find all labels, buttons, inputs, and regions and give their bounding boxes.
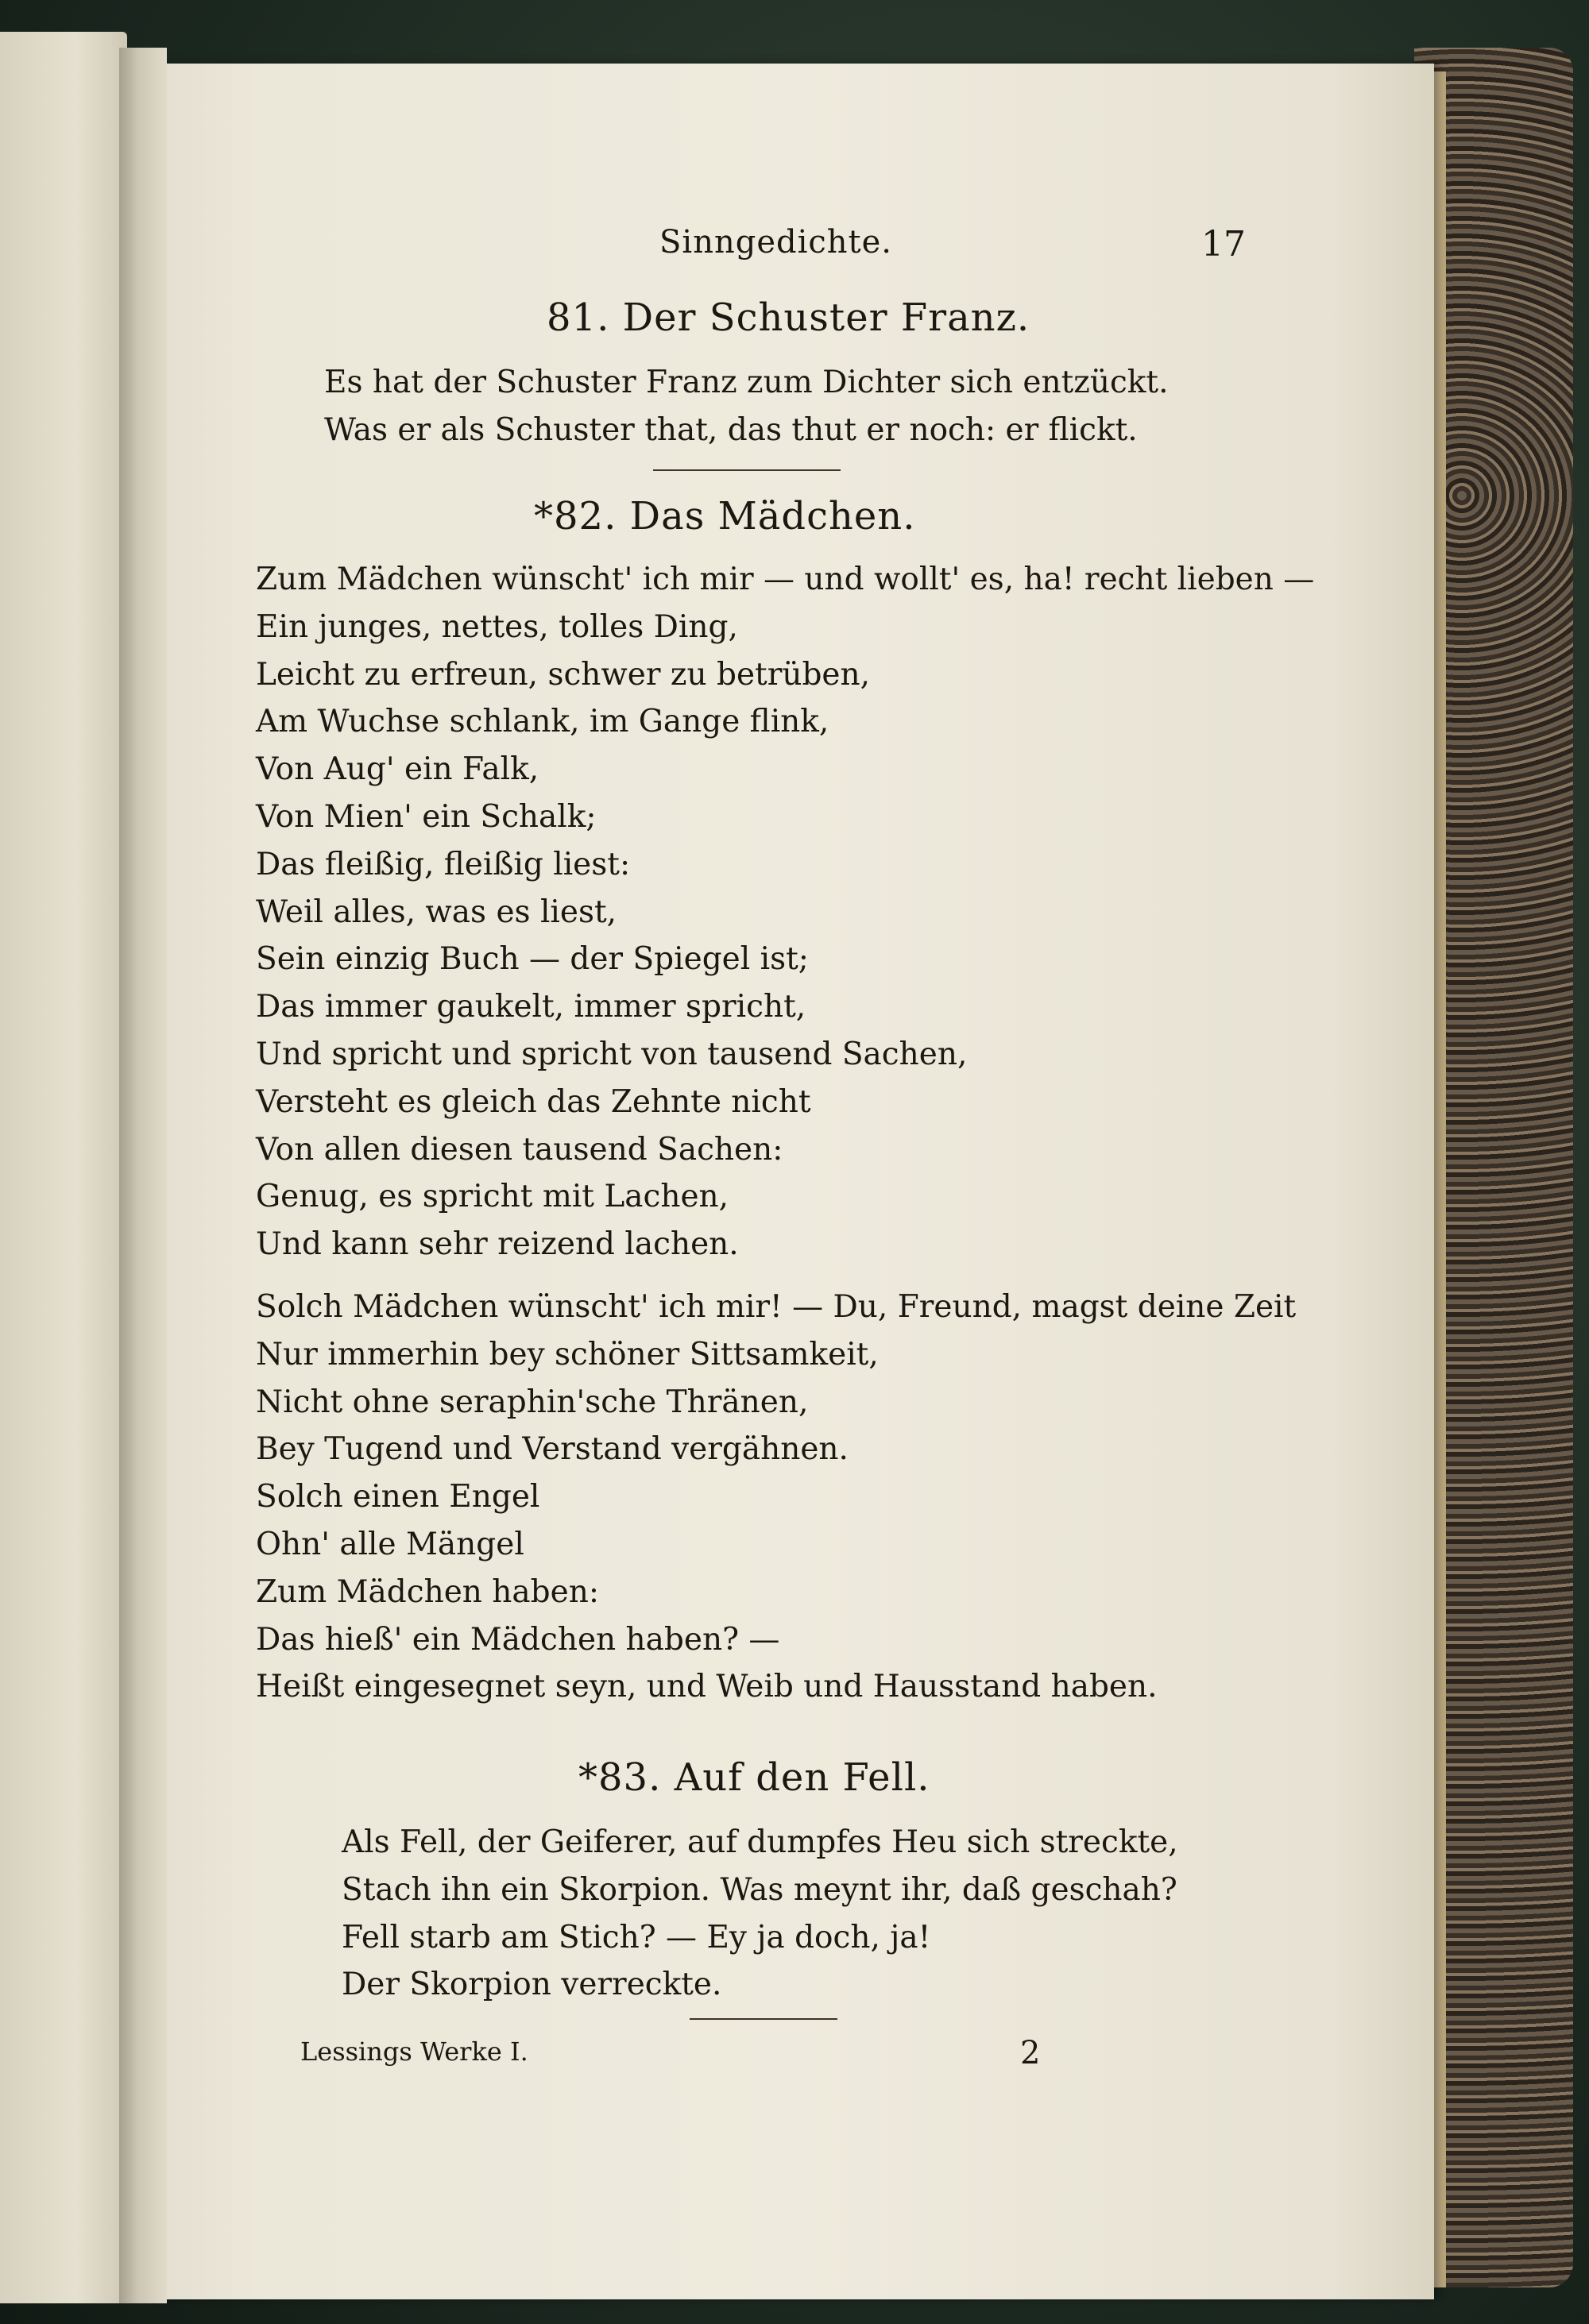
verse-line: Stach ihn ein Skorpion. Was meynt ihr, daß geschah? <box>342 1871 1177 1908</box>
poem-title: *82. Das Mädchen. <box>534 494 916 539</box>
verse-line: Zum Mädchen wünscht' ich mir — und wollt' es, ha! recht lieben — <box>256 562 1315 597</box>
verse-line: Ein junges, nettes, tolles Ding, <box>256 608 738 645</box>
verse-line: Nur immerhin bey schöner Sittsamkeit, <box>256 1336 879 1372</box>
verse-line: Ohn' alle Mängel <box>256 1526 524 1562</box>
verse-line: Fell starb am Stich? — Ey ja doch, ja! <box>342 1919 931 1955</box>
poem-body <box>342 1819 1178 2009</box>
verse-line: Leicht zu erfreun, schwer zu betrüben, <box>256 656 871 693</box>
page-gutter <box>119 48 167 2303</box>
verse-line: Von allen diesen tausend Sachen: <box>256 1131 783 1168</box>
verse-line: Das immer gaukelt, immer spricht, <box>256 989 806 1025</box>
verse-line: Sein einzig Buch — der Spiegel ist; <box>256 941 809 978</box>
verse-line: Zum Mädchen haben: <box>256 1573 599 1610</box>
poem-title: 81. Der Schuster Franz. <box>547 295 1030 340</box>
verse-line: Das hieß' ein Mädchen haben? — <box>256 1621 780 1658</box>
verse-line: Heißt eingesegnet seyn, und Weib und Hausstand haben. <box>256 1669 1158 1705</box>
verse-line: Es hat der Schuster Franz zum Dichter sich entzückt. <box>324 365 1169 400</box>
verse-line: Genug, es spricht mit Lachen, <box>256 1179 729 1215</box>
verse-line: Und spricht und spricht von tausend Sachen, <box>256 1036 968 1072</box>
running-head: Sinngedichte. <box>659 224 893 261</box>
poem-stanza <box>256 556 1314 1268</box>
verse-line: Das fleißig, fleißig liest: <box>256 846 631 882</box>
footer-title: Lessings Werke I. <box>300 2036 528 2067</box>
poem-title: *83. Auf den Fell. <box>578 1755 930 1800</box>
left-page-edge <box>0 32 127 2303</box>
verse-line: Solch einen Engel <box>256 1479 540 1515</box>
verse-line: Am Wuchse schlank, im Gange flink, <box>256 704 829 740</box>
verse-line: Von Aug' ein Falk, <box>256 751 539 788</box>
verse-line: Und kann sehr reizend lachen. <box>256 1226 739 1263</box>
verse-line: Als Fell, der Geiferer, auf dumpfes Heu sich streckte, <box>342 1824 1178 1860</box>
page-number: 17 <box>1201 224 1246 264</box>
verse-line: Was er als Schuster that, das thut er noch: er flickt. <box>324 411 1138 448</box>
poem-stanza <box>256 1284 1296 1711</box>
verse-line: Der Skorpion verreckte. <box>342 1967 722 2003</box>
verse-line: Von Mien' ein Schalk; <box>256 798 597 835</box>
verse-line: Nicht ohne seraphin'sche Thränen, <box>256 1384 809 1420</box>
verse-line: Bey Tugend und Verstand vergähnen. <box>256 1431 849 1468</box>
verse-line: Solch Mädchen wünscht' ich mir! — Du, Freund, magst deine Zeit <box>256 1289 1297 1325</box>
verse-line: Weil alles, was es liest, <box>256 894 617 930</box>
poem-body <box>324 359 1168 454</box>
verse-line: Versteht es gleich das Zehnte nicht <box>256 1083 811 1120</box>
separator-rule <box>690 2018 837 2020</box>
separator-rule <box>653 469 841 471</box>
signature-mark: 2 <box>1020 2035 1041 2071</box>
